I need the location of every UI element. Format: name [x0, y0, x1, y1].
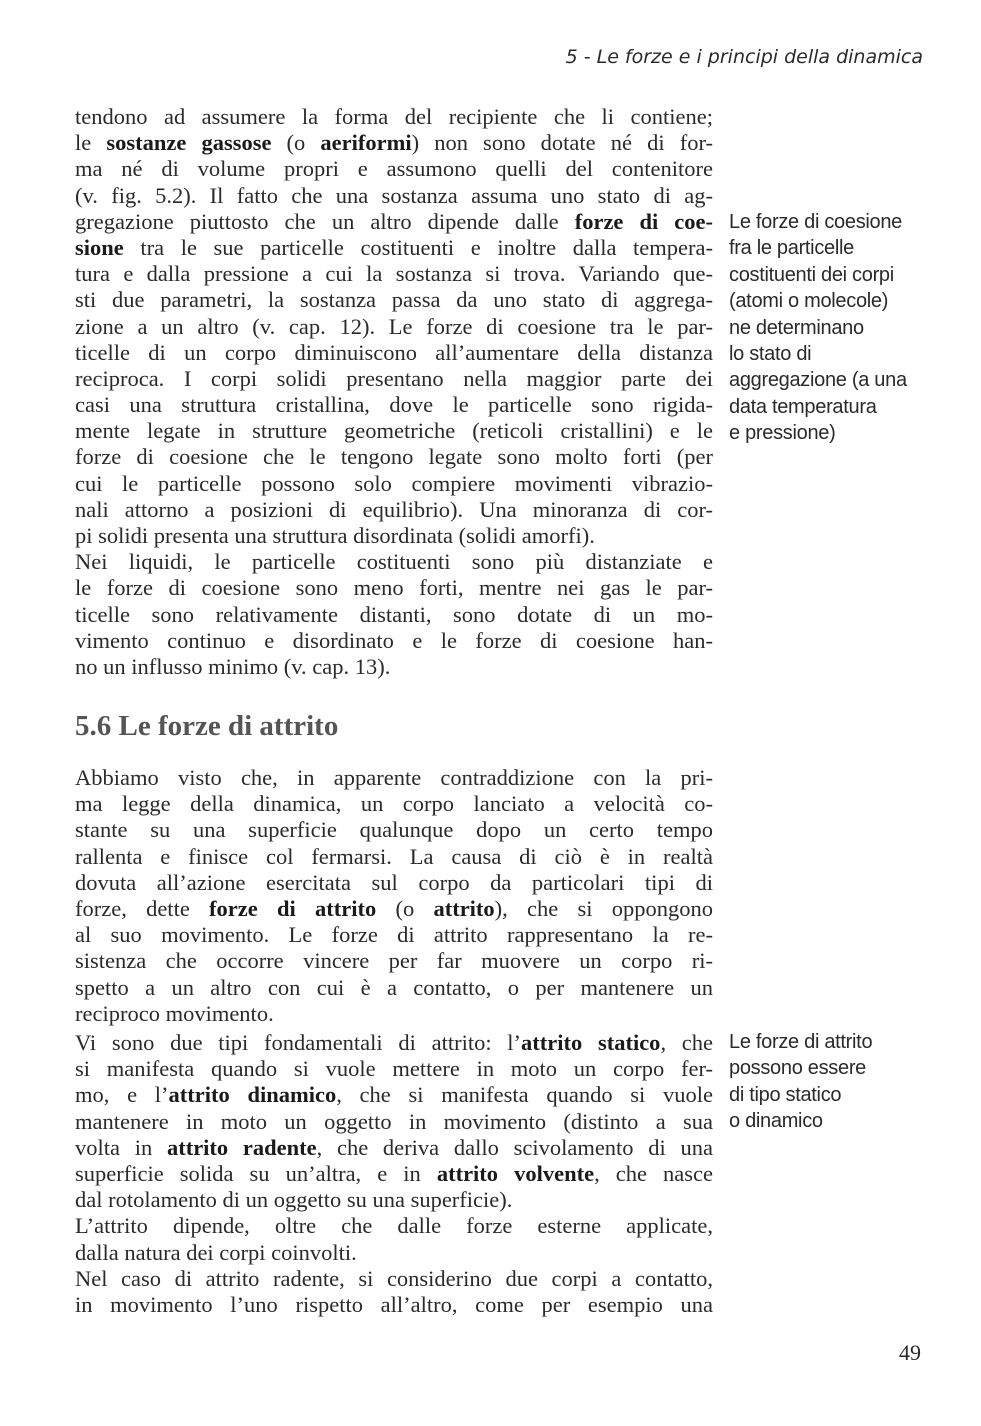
text-line: nali attorno a posizioni di equilibrio). Una minoranza di cor-: [75, 496, 713, 522]
margin-note-line: aggregazione (a una: [729, 369, 907, 392]
text-span: tra le sue particelle costituenti e inoltre dalla tempera-: [123, 234, 713, 260]
margin-note-line: fra le particelle: [729, 237, 854, 260]
running-header: 5 - Le forze e i principi della dinamica: [565, 46, 923, 68]
text-line: pi solidi presenta una struttura disordinata (solidi amorfi).: [75, 523, 595, 548]
text-line: no un influsso minimo (v. cap. 13).: [75, 653, 391, 679]
text-line: [75, 1135, 713, 1161]
section-heading: 5.6 Le forze di attrito: [75, 710, 339, 742]
text-span: (o: [271, 130, 321, 156]
text-line: si manifesta quando si vuole mettere in moto un corpo fer-: [75, 1056, 713, 1082]
text-line: mantenere in moto un oggetto in movimento (distinto a sua: [75, 1108, 713, 1134]
bold-term: forze di attrito: [209, 895, 377, 921]
bold-term: attrito: [433, 895, 495, 921]
text-line: mente legate in strutture geometriche (reticoli cristallini) e le: [75, 418, 713, 444]
margin-note-line: Le forze di coesione: [729, 211, 903, 233]
margin-note-line: costituenti dei corpi: [729, 263, 894, 286]
text-line: Nei liquidi, le particelle costituenti sono più distanziate e: [75, 549, 713, 575]
text-span: (o: [376, 895, 434, 921]
text-line: vimento continuo e disordinato e le forze di coesione han-: [75, 627, 713, 653]
margin-note-line: ne determinano: [729, 316, 864, 339]
margin-note-line: lo stato di: [729, 343, 812, 366]
text-line: (v. fig. 5.2). Il fatto che una sostanza assuma uno stato di ag-: [75, 182, 713, 208]
text-line: stante su una superficie qualunque dopo un certo tempo: [75, 817, 713, 843]
text-line: ticelle sono relativamente distanti, sono dotate di un mo-: [75, 601, 713, 627]
text-line: reciproco movimento.: [75, 1000, 274, 1026]
text-line: rallenta e finisce col fermarsi. La causa di ciò è in realtà: [75, 843, 713, 869]
text-span: superficie solida su un’altra, e in: [75, 1160, 437, 1186]
text-line: tendono ad assumere la forma del recipiente che li contiene;: [75, 104, 713, 129]
text-span: le: [75, 130, 107, 156]
text-span: , che si manifesta quando si vuole: [336, 1082, 713, 1108]
text-line: cui le particelle possono solo compiere movimenti vibrazio-: [75, 470, 713, 496]
text-line: Nel caso di attrito radente, si considerino due corpi a contatto,: [75, 1265, 713, 1291]
bold-term: attrito statico: [521, 1030, 661, 1055]
margin-note-cohesion: [729, 209, 929, 447]
margin-note-line: o dinamico: [729, 1110, 823, 1133]
text-line: forze di coesione che le tengono legate sono molto forti (per: [75, 444, 713, 470]
text-line: zione a un altro (v. cap. 12). Le forze di coesione tra le par-: [75, 313, 713, 339]
text-line: casi una struttura cristallina, dove le particelle sono rigida-: [75, 392, 713, 418]
text-line: [75, 130, 713, 156]
page-number: 49: [899, 1340, 921, 1365]
text-line: le forze di coesione sono meno forti, mentre nei gas le par-: [75, 575, 713, 601]
text-line: in movimento l’uno rispetto all’altro, come per esempio una: [75, 1291, 713, 1317]
text-line: al suo movimento. Le forze di attrito rappresentano la re-: [75, 922, 713, 948]
text-span: gregazione piuttosto che un altro dipende dalle: [75, 208, 575, 234]
text-line: [75, 1030, 713, 1056]
text-line: sistenza che occorre vincere per far muovere un corpo ri-: [75, 948, 713, 974]
text-line: [75, 1082, 713, 1108]
text-span: volta in: [75, 1134, 167, 1160]
text-line: dovuta all’azione esercitata sul corpo da particolari tipi di: [75, 869, 713, 895]
text-span: ) non sono dotate né di for-: [411, 130, 713, 156]
text-span: , che deriva dallo scivolamento di una: [316, 1134, 713, 1160]
text-line: Abbiamo visto che, in apparente contraddizione con la pri-: [75, 765, 713, 790]
text-line: ticelle di un corpo diminuiscono all’aumentare della distanza: [75, 339, 713, 365]
text-line: [75, 1161, 713, 1187]
body-text-block-1: [75, 104, 713, 680]
bold-term: attrito volvente: [436, 1160, 595, 1186]
bold-term: sione: [75, 234, 124, 260]
text-span: Vi sono due tipi fondamentali di attrito: l’: [75, 1030, 522, 1055]
text-span: ), che si oppongono: [494, 895, 713, 921]
text-line: [75, 209, 713, 235]
body-text-block-3: [75, 1030, 713, 1318]
bold-term: attrito dinamico: [168, 1082, 337, 1108]
text-line: sti due parametri, la sostanza passa da uno stato di aggrega-: [75, 287, 713, 313]
margin-note-line: possono essere: [729, 1057, 867, 1080]
margin-note-line: (atomi o molecole): [729, 290, 889, 313]
text-line: spetto a un altro con cui è a contatto, o per mantenere un: [75, 974, 713, 1000]
bold-term: forze di coe-: [574, 208, 714, 234]
bold-term: sostanze gassose: [106, 130, 272, 156]
text-line: dalla natura dei corpi coinvolti.: [75, 1239, 357, 1265]
margin-note-friction: [729, 1029, 929, 1135]
text-line: ma legge della dinamica, un corpo lanciato a velocità co-: [75, 791, 713, 817]
text-line: reciproca. I corpi solidi presentano nella maggior parte dei: [75, 365, 713, 391]
bold-term: attrito radente: [166, 1134, 317, 1160]
margin-note-line: Le forze di attrito: [729, 1031, 873, 1053]
bold-term: aeriformi: [320, 130, 412, 156]
text-line: [75, 235, 713, 261]
text-span: , che nasce: [594, 1160, 713, 1186]
text-line: tura e dalla pressione a cui la sostanza si trova. Variando que-: [75, 261, 713, 287]
text-line: [75, 896, 713, 922]
text-line: dal rotolamento di un oggetto su una superficie).: [75, 1187, 513, 1213]
margin-note-line: e pressione): [729, 422, 836, 445]
text-span: mo, e l’: [75, 1082, 169, 1108]
text-span: , che: [660, 1030, 713, 1055]
margin-note-line: data temperatura: [729, 395, 877, 418]
text-span: forze, dette: [75, 895, 210, 921]
text-line: L’attrito dipende, oltre che dalle forze esterne applicate,: [75, 1213, 713, 1239]
margin-note-line: di tipo statico: [729, 1083, 842, 1106]
body-text-block-2: [75, 765, 713, 1027]
text-line: ma né di volume propri e assumono quelli del contenitore: [75, 156, 713, 182]
